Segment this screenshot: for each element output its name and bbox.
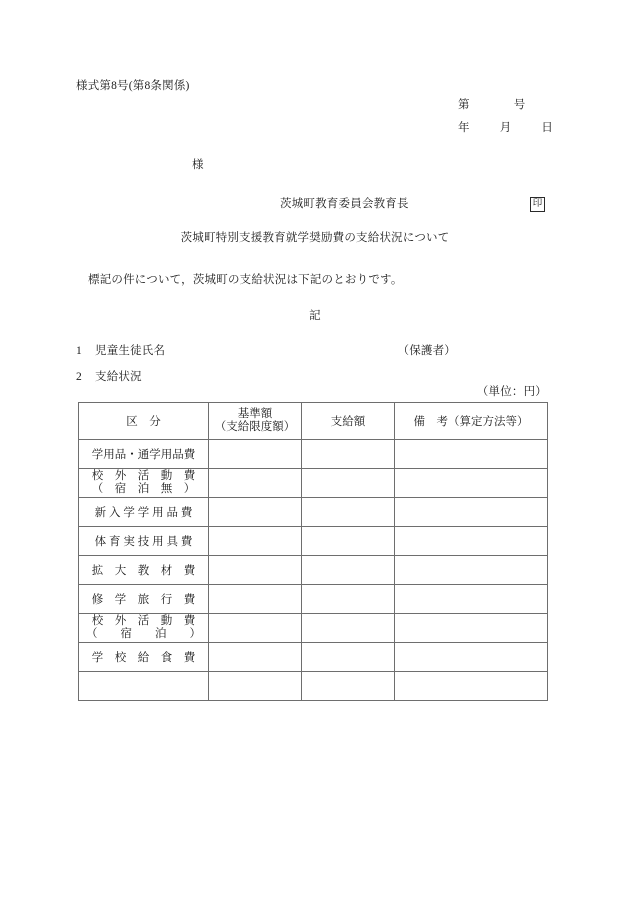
row-category-cell (79, 614, 209, 643)
header-standard-amount (209, 403, 302, 440)
row-standard-amount-cell[interactable] (209, 440, 302, 469)
header-standard-amount-line1: 基準額 (237, 408, 273, 421)
row-paid-amount-cell[interactable] (302, 672, 395, 701)
row-standard-amount-cell[interactable] (209, 469, 302, 498)
row-category-line2: （ 宿 泊 ） (86, 628, 201, 640)
row-remarks-cell[interactable] (395, 556, 548, 585)
date-year-blank (470, 122, 500, 136)
item-1-label: 児童生徒氏名 (95, 345, 166, 357)
table-row (79, 643, 548, 672)
row-remarks-cell[interactable] (395, 585, 548, 614)
row-category-cell: 修 学 旅 行 費 (79, 585, 209, 614)
date-month-label: 月 (499, 122, 512, 134)
row-remarks-cell[interactable] (395, 527, 548, 556)
body-paragraph: 標記の件について，茨城町の支給状況は下記のとおりです。 (88, 274, 403, 286)
table-row (79, 614, 548, 643)
issuer-name: 茨城町教育委員会教育長 (280, 197, 409, 210)
document-number-blank (470, 99, 514, 113)
date-month-blank (511, 122, 541, 136)
row-category-cell: 拡 大 教 材 費 (79, 556, 209, 585)
benefit-status-table (78, 402, 548, 701)
table-row (79, 469, 548, 498)
row-category-line1: 校 外 活 動 費 (91, 615, 196, 628)
row-category-cell: 学 校 給 食 費 (79, 643, 209, 672)
header-category: 区 分 (79, 403, 209, 440)
row-remarks-cell[interactable] (395, 469, 548, 498)
date-day-label: 日 (541, 122, 554, 134)
form-code-label: 様式第8号(第8条関係) (76, 80, 190, 92)
row-paid-amount-cell[interactable] (302, 469, 395, 498)
row-paid-amount-cell[interactable] (302, 527, 395, 556)
header-remarks: 備 考（算定方法等） (395, 403, 548, 440)
header-paid-amount: 支給額 (302, 403, 395, 440)
row-standard-amount-cell[interactable] (209, 643, 302, 672)
item-1-index: 1 (76, 345, 82, 357)
table-row (79, 585, 548, 614)
addressee-honorific: 様 (192, 159, 204, 171)
item-1-row (76, 345, 456, 359)
row-standard-amount-cell[interactable] (209, 527, 302, 556)
row-standard-amount-cell[interactable] (209, 556, 302, 585)
table-body (79, 440, 548, 701)
item-2-index: 2 (76, 371, 82, 383)
document-number-suffix: 号 (513, 99, 526, 111)
row-paid-amount-cell[interactable] (302, 498, 395, 527)
row-remarks-cell[interactable] (395, 498, 548, 527)
row-category-cell (79, 672, 209, 701)
document-date-row (458, 122, 553, 136)
document-title: 茨城町特別支援教育就学奨励費の支給状況について (180, 232, 450, 244)
table-row (79, 498, 548, 527)
row-standard-amount-cell[interactable] (209, 498, 302, 527)
seal-stamp-box: 印 (530, 197, 545, 212)
issuer-row (280, 197, 545, 212)
document-number-prefix: 第 (458, 99, 470, 111)
row-standard-amount-cell[interactable] (209, 614, 302, 643)
row-standard-amount-cell[interactable] (209, 672, 302, 701)
row-category-line1: 校 外 活 動 費 (91, 470, 196, 483)
row-remarks-cell[interactable] (395, 440, 548, 469)
table-row (79, 527, 548, 556)
date-year-label: 年 (458, 122, 470, 134)
row-remarks-cell[interactable] (395, 643, 548, 672)
row-category-line2: （ 宿 泊 無 ） (91, 483, 196, 495)
table-row (79, 556, 548, 585)
row-standard-amount-cell[interactable] (209, 585, 302, 614)
row-category-cell: 体 育 実 技 用 具 費 (79, 527, 209, 556)
row-paid-amount-cell[interactable] (302, 556, 395, 585)
item-2-label: 支給状況 (95, 371, 142, 383)
row-remarks-cell[interactable] (395, 614, 548, 643)
row-paid-amount-cell[interactable] (302, 585, 395, 614)
table-header-row (79, 403, 548, 440)
header-standard-amount-line2: （支給限度額） (214, 421, 296, 433)
row-paid-amount-cell[interactable] (302, 440, 395, 469)
row-category-cell: 学用品・通学用品費 (79, 440, 209, 469)
row-paid-amount-cell[interactable] (302, 614, 395, 643)
document-number-row (458, 99, 525, 113)
row-category-cell: 新 入 学 学 用 品 費 (79, 498, 209, 527)
row-paid-amount-cell[interactable] (302, 643, 395, 672)
unit-note: （単位：円） (476, 386, 547, 398)
ki-marker: 記 (309, 310, 321, 322)
table-row (79, 672, 548, 701)
item-1-guardian-label: （保護者） (397, 345, 456, 357)
table-row (79, 440, 548, 469)
row-category-cell (79, 469, 209, 498)
row-remarks-cell[interactable] (395, 672, 548, 701)
item-2-row (76, 371, 142, 385)
